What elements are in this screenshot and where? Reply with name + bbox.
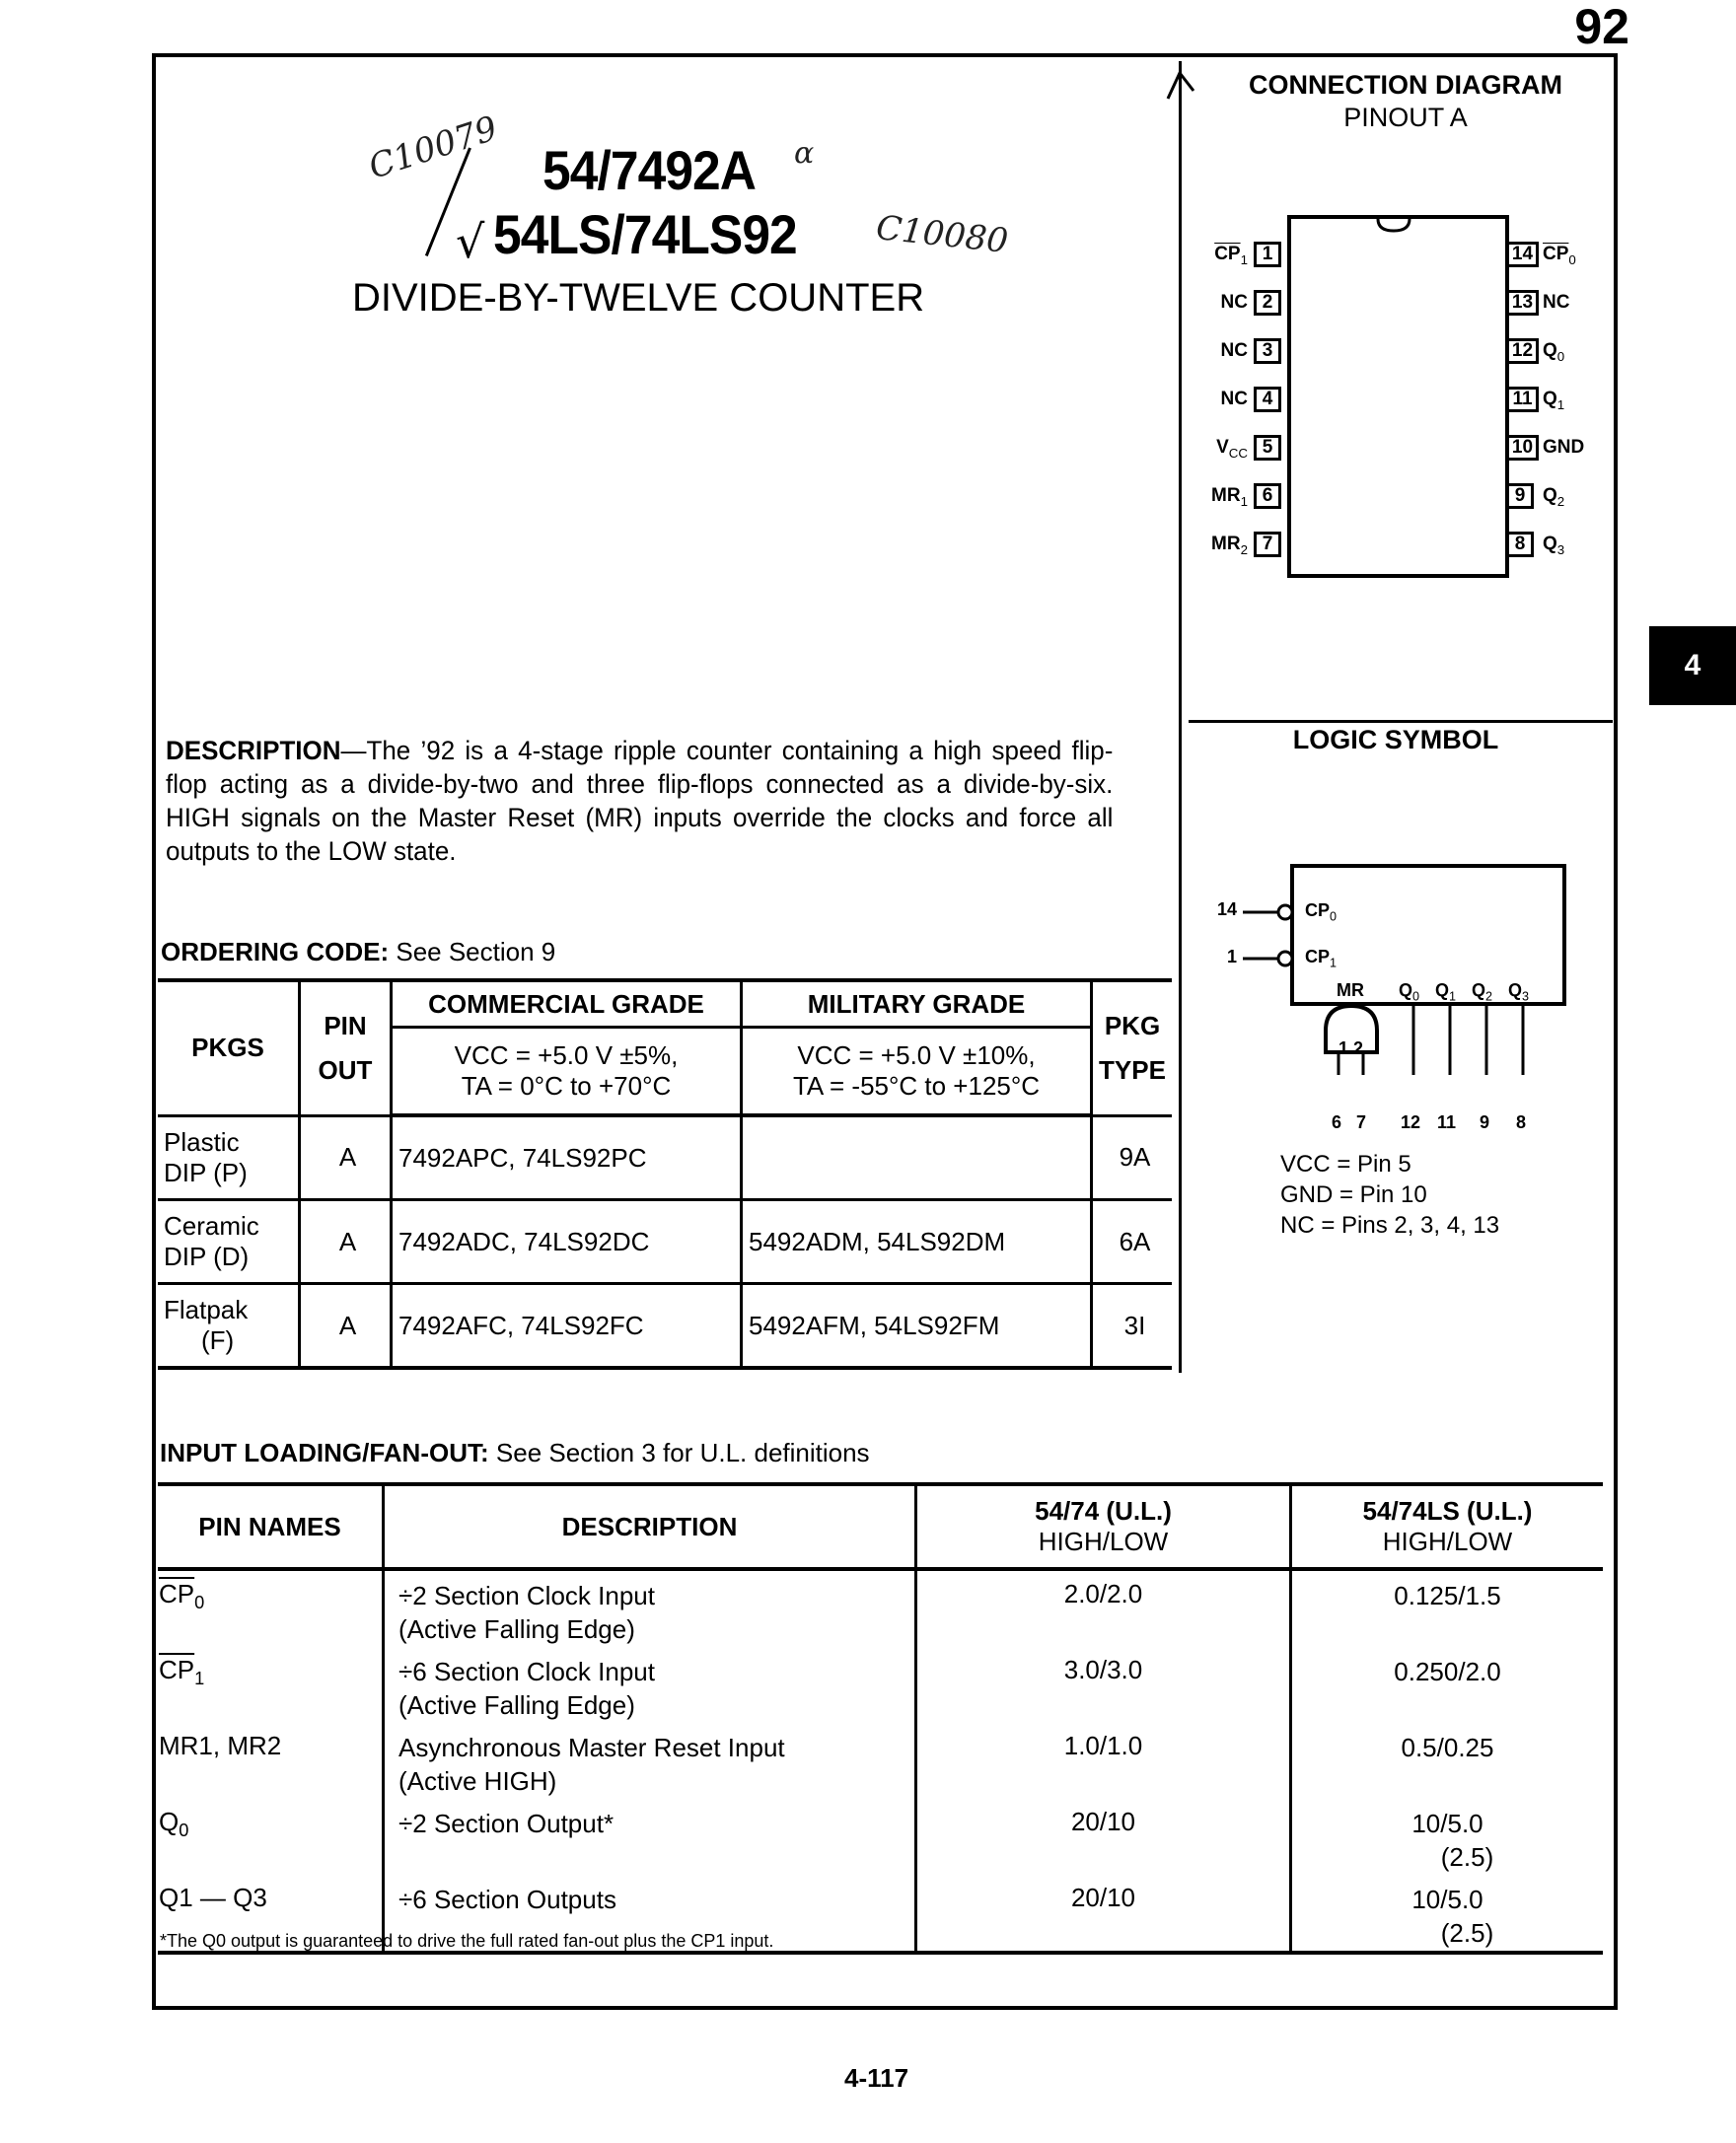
commercial-cell — [392, 1115, 742, 1200]
pin-description-cell — [384, 1723, 916, 1799]
ls-ul-note: (2.5) — [1440, 1918, 1494, 1948]
q3-pin-number: 8 — [1516, 1112, 1527, 1132]
pin-12-box: 12 — [1506, 338, 1539, 364]
dip-package-outline — [1287, 215, 1509, 578]
pin-6-label: $MR_1$ — [1211, 485, 1248, 509]
ls-ul-value: 10/5.0 — [1411, 1809, 1483, 1838]
pkg-type-cell — [1092, 1115, 1173, 1200]
pin-7-box: 7 — [1254, 532, 1281, 557]
loading-row — [158, 1569, 1603, 1647]
q2-label: $Q_2$ — [1472, 980, 1493, 1004]
device-subtitle: DIVIDE-BY-TWELVE COUNTER — [352, 276, 925, 320]
pin-5-box: 5 — [1254, 435, 1281, 461]
commercial-vcc: VCC = +5.0 V ±5%, — [454, 1040, 679, 1070]
pkg-type-cell-text: 6A — [1119, 1226, 1151, 1256]
mr2-pin-number: 7 — [1356, 1112, 1367, 1132]
pinout-cell — [300, 1284, 392, 1369]
std-ul-cell: 20/10 — [916, 1799, 1291, 1875]
vcc-note: VCC = Pin 5 — [1280, 1151, 1411, 1178]
chip-notch-icon — [1374, 217, 1413, 237]
commercial-cell-text: 7492AFC, 74LS92FC — [398, 1310, 644, 1340]
pin-1-label: $\overline{CP}_1$ — [1214, 244, 1248, 267]
pin-2-box: 2 — [1254, 290, 1281, 316]
mr-gate-inputs: 1 2 — [1338, 1038, 1364, 1058]
pkg-type-cell — [1092, 1200, 1173, 1284]
pin-14-box: 14 — [1506, 242, 1539, 267]
pin-5-label: $V_{CC}$ — [1216, 437, 1248, 461]
pin-14-label: $\overline{CP}_0$ — [1543, 244, 1576, 267]
pin-1-box: 1 — [1254, 242, 1281, 267]
part-number-primary: 54/7492A — [542, 139, 757, 201]
connection-diagram-heading: CONNECTION DIAGRAM — [1249, 70, 1562, 100]
cp0-label: $CP_0$ — [1305, 900, 1338, 924]
header-pin-out-line2: OUT — [318, 1054, 373, 1085]
pin-9-label: $Q_2$ — [1543, 485, 1565, 509]
ls-ul-cell — [1291, 1647, 1604, 1723]
pin-description-line: (Active HIGH) — [398, 1766, 557, 1796]
ls-ul-value: 0.5/0.25 — [1401, 1733, 1494, 1762]
loading-row — [158, 1647, 1603, 1723]
package-cell-text: (F) — [201, 1325, 235, 1355]
loading-row — [158, 1799, 1603, 1875]
header-54-74ls-line1: 54/74LS (U.L.) — [1362, 1496, 1533, 1526]
pin-description-line — [398, 1840, 913, 1874]
section-page-number: 92 — [1574, 0, 1629, 54]
handwritten-note-2: C10080 — [874, 208, 1010, 261]
military-cell — [742, 1284, 1092, 1369]
footnote: *The Q0 output is guaranteed to drive the full rated fan-out plus the CP1 input. — [160, 1931, 774, 1951]
q0-pin-number: 12 — [1401, 1112, 1421, 1132]
pin-13-box: 13 — [1506, 290, 1539, 316]
pinout-cell-text: A — [338, 1142, 357, 1173]
q1-label: $Q_1$ — [1435, 980, 1457, 1004]
commercial-cell — [392, 1200, 742, 1284]
input-loading-heading — [160, 1438, 870, 1468]
military-ta: TA = -55°C to +125°C — [792, 1071, 1041, 1101]
pinout-cell — [300, 1115, 392, 1200]
ls-ul-note: (2.5) — [1440, 1842, 1494, 1872]
handwritten-alpha: α — [794, 136, 815, 171]
check-mark-icon: √ — [456, 215, 485, 268]
std-ul-cell: 20/10 — [916, 1875, 1291, 1953]
pin-3-label: NC — [1220, 340, 1248, 361]
ordering-row — [158, 1200, 1172, 1284]
military-cell — [742, 1115, 1092, 1200]
pin-8-label: $Q_3$ — [1543, 534, 1565, 557]
section-tab — [1649, 626, 1736, 705]
cp0-inversion-bubble — [1278, 905, 1292, 919]
package-cell — [158, 1115, 300, 1200]
q1-pin-number: 11 — [1437, 1112, 1457, 1132]
ls-ul-value: 0.250/2.0 — [1394, 1657, 1501, 1686]
input-loading-label: INPUT LOADING/FAN-OUT: — [160, 1438, 489, 1467]
ordering-code-label: ORDERING CODE: — [161, 937, 390, 966]
package-cell-text: Flatpak — [164, 1295, 249, 1324]
pin-description-line: ÷2 Section Output* — [398, 1809, 615, 1838]
ls-ul-cell — [1291, 1569, 1604, 1647]
pin-description-line: (Active Falling Edge) — [398, 1614, 635, 1644]
military-cell — [742, 1200, 1092, 1284]
ls-ul-cell — [1291, 1723, 1604, 1799]
commercial-cell-text: 7492APC, 74LS92PC — [398, 1142, 647, 1173]
pinout-cell-text: A — [338, 1226, 357, 1256]
column-divider — [1179, 61, 1182, 1373]
cp0-pin-number: 14 — [1217, 899, 1238, 919]
pkg-type-cell — [1092, 1284, 1173, 1369]
ordering-row — [158, 1284, 1172, 1369]
pin-4-box: 4 — [1254, 387, 1281, 412]
pin-10-box: 10 — [1506, 435, 1539, 461]
std-ul-cell: 3.0/3.0 — [916, 1647, 1291, 1723]
connection-diagram-title — [1223, 69, 1588, 134]
pin-8-box: 8 — [1506, 532, 1534, 557]
description-text: —The ’92 is a 4-stage ripple counter containing a high speed flip-flop acting as a divide-by-two and three flip-flops connected as a divide-by-six. HIGH signals on the Master Reset (MR) inputs override the clocks and force all outputs to the LOW state. — [166, 736, 1114, 866]
pin-name-cell: $\overline{CP}_1$ — [159, 1655, 205, 1689]
q3-label: $Q_3$ — [1508, 980, 1530, 1004]
handwritten-arrow-icon — [1164, 69, 1203, 108]
header-pkg-type-line1: PKG — [1104, 1010, 1161, 1040]
pin-name-cell: $\overline{CP}_0$ — [159, 1579, 205, 1613]
commercial-ta: TA = 0°C to +70°C — [461, 1071, 672, 1101]
header-pin-out — [300, 980, 392, 1115]
military-conditions — [742, 1028, 1092, 1116]
header-54-74-line2: HIGH/LOW — [1038, 1527, 1169, 1556]
pin-9-box: 9 — [1506, 483, 1534, 509]
pin-description-cell — [384, 1569, 916, 1647]
mr-label: MR — [1337, 980, 1364, 1000]
pin-13-label: NC — [1543, 292, 1570, 313]
ordering-code-reference: See Section 9 — [396, 937, 556, 966]
pin-description-cell — [384, 1647, 916, 1723]
description-paragraph — [166, 734, 1113, 868]
pkg-type-cell-text: 3I — [1123, 1310, 1146, 1340]
pin-12-label: $Q_0$ — [1543, 340, 1565, 364]
cp1-label: $CP_1$ — [1305, 947, 1338, 970]
header-54-74-line1: 54/74 (U.L.) — [1035, 1496, 1172, 1526]
std-ul-cell: 1.0/1.0 — [916, 1723, 1291, 1799]
package-cell-text: Plastic — [164, 1126, 240, 1157]
logic-symbol-title: LOGIC SYMBOL — [1292, 725, 1499, 754]
package-cell — [158, 1284, 300, 1369]
q2-pin-number: 9 — [1480, 1112, 1490, 1132]
ls-ul-value: 10/5.0 — [1411, 1885, 1483, 1914]
mr1-pin-number: 6 — [1332, 1112, 1342, 1132]
pin-11-box: 11 — [1506, 387, 1539, 412]
pin-name-cell: $Q_0$ — [159, 1807, 189, 1841]
package-cell — [158, 1200, 300, 1284]
commercial-conditions — [392, 1028, 742, 1116]
header-military: MILITARY GRADE — [742, 980, 1092, 1028]
pin-description-line: ÷2 Section Clock Input — [398, 1581, 655, 1610]
pin-2-label: NC — [1220, 292, 1248, 313]
footer-page-number: 4-117 — [844, 2063, 909, 2093]
ls-ul-value: 0.125/1.5 — [1394, 1581, 1501, 1610]
header-description: DESCRIPTION — [384, 1484, 916, 1569]
right-panel-divider — [1189, 720, 1613, 723]
ordering-row — [158, 1115, 1172, 1200]
pin-description-line: ÷6 Section Outputs — [398, 1885, 616, 1914]
ordering-code-table — [158, 978, 1172, 1370]
pin-10-label: GND — [1543, 437, 1585, 458]
pin-description-line: (Active Falling Edge) — [398, 1690, 635, 1720]
input-loading-reference: See Section 3 for U.L. definitions — [495, 1438, 870, 1467]
pkg-type-cell-text: 9A — [1119, 1142, 1151, 1173]
pin-4-label: NC — [1220, 389, 1248, 409]
package-cell-text: DIP (P) — [164, 1157, 248, 1187]
commercial-cell-text: 7492ADC, 74LS92DC — [398, 1226, 650, 1256]
commercial-cell — [392, 1284, 742, 1369]
cp1-pin-number: 1 — [1227, 947, 1238, 966]
header-pin-out-line1: PIN — [324, 1010, 367, 1040]
pin-name-cell: Q1 — Q3 — [158, 1875, 384, 1953]
military-cell-text: 5492ADM, 54LS92DM — [749, 1226, 1006, 1256]
military-cell-text: 5492AFM, 54LS92FM — [749, 1310, 1000, 1340]
part-number-secondary: 54LS/74LS92 — [493, 203, 797, 265]
logic-symbol-notes — [1280, 1149, 1499, 1241]
pin-6-box: 6 — [1254, 483, 1281, 509]
gnd-note: GND = Pin 10 — [1280, 1181, 1427, 1208]
header-pkgs: PKGS — [158, 980, 300, 1115]
ls-ul-cell — [1291, 1875, 1604, 1953]
pin-3-box: 3 — [1254, 338, 1281, 364]
pinout-cell — [300, 1200, 392, 1284]
input-loading-table — [158, 1482, 1603, 1955]
description-heading: DESCRIPTION — [166, 736, 341, 765]
header-commercial: COMMERCIAL GRADE — [392, 980, 742, 1028]
military-vcc: VCC = +5.0 V ±10%, — [797, 1040, 1036, 1070]
header-pkg-type — [1092, 980, 1173, 1115]
pinout-label: PINOUT A — [1343, 103, 1468, 132]
package-cell-text: Ceramic — [164, 1211, 259, 1241]
handwritten-note-1: C10079 — [364, 108, 503, 187]
cp1-inversion-bubble — [1278, 952, 1292, 965]
pinout-cell-text: A — [338, 1310, 357, 1340]
pin-11-label: $Q_1$ — [1543, 389, 1565, 412]
pin-7-label: $MR_2$ — [1211, 534, 1248, 557]
section-tab-label: 4 — [1684, 649, 1701, 681]
header-54-74 — [916, 1484, 1291, 1569]
pin-description-line: Asynchronous Master Reset Input — [398, 1733, 785, 1762]
ordering-code-heading — [161, 937, 555, 967]
pin-name-cell: MR1, MR2 — [159, 1731, 282, 1760]
ls-ul-cell — [1291, 1799, 1604, 1875]
loading-row — [158, 1723, 1603, 1799]
nc-note: NC = Pins 2, 3, 4, 13 — [1280, 1212, 1500, 1239]
package-cell-text: DIP (D) — [164, 1242, 250, 1271]
std-ul-cell: 2.0/2.0 — [916, 1569, 1291, 1647]
header-pkg-type-line2: TYPE — [1099, 1054, 1166, 1085]
pin-description-line: ÷6 Section Clock Input — [398, 1657, 655, 1686]
header-54-74ls — [1291, 1484, 1604, 1569]
header-54-74ls-line2: HIGH/LOW — [1382, 1527, 1513, 1556]
q0-label: $Q_0$ — [1399, 980, 1420, 1004]
pin-description-cell — [384, 1799, 916, 1875]
header-pin-names: PIN NAMES — [158, 1484, 384, 1569]
